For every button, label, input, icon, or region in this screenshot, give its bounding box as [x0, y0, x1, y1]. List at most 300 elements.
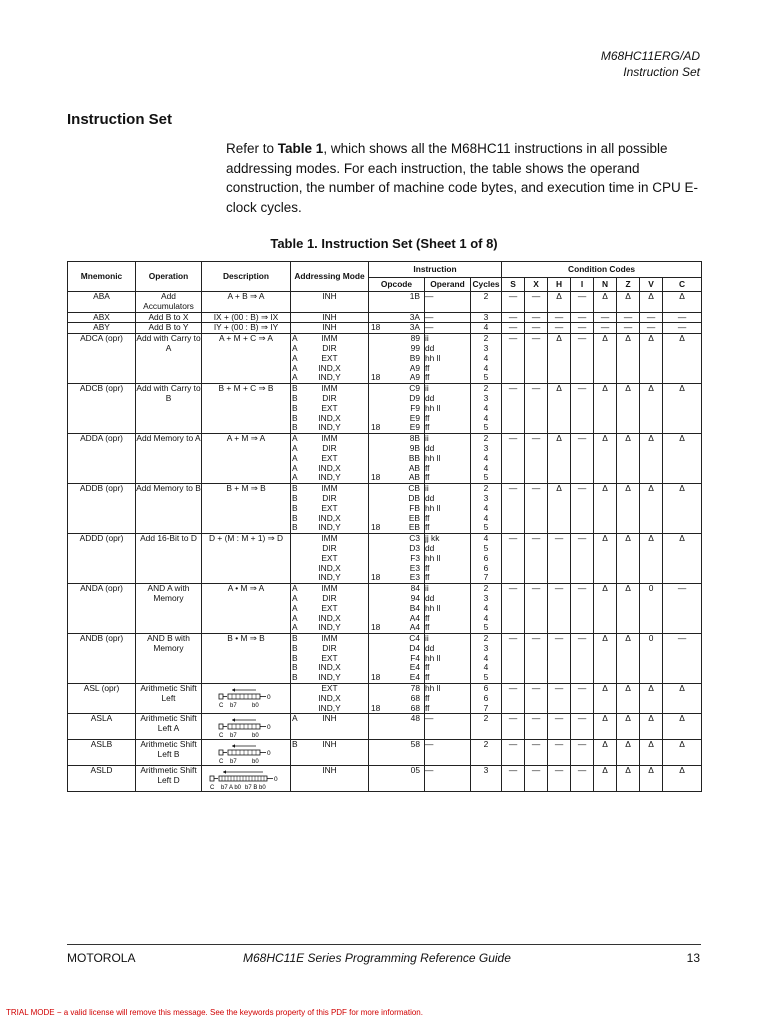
accumulator-cell: B B B B B: [292, 633, 298, 683]
flag-cell-z: Δ: [617, 634, 640, 684]
flag-cell-x: —: [525, 292, 548, 313]
flag-header-n: N: [594, 278, 617, 292]
cycles-cell: 2 3 4 4 5: [483, 433, 489, 483]
flag-cell-z: Δ: [617, 684, 640, 714]
shift-label-msb: b7: [230, 703, 237, 710]
flag-cell-c: Δ: [663, 384, 702, 434]
flag-cell-x: —: [525, 323, 548, 334]
addressing-td: [291, 323, 369, 334]
mnemonic-td: [68, 584, 136, 634]
opcode-td: [369, 634, 425, 684]
operand-cell: —: [425, 765, 434, 776]
flag-header-v: V: [640, 278, 663, 292]
flag-cell-i: —: [571, 434, 594, 484]
flag-cell-n: Δ: [594, 334, 617, 384]
description-cell: A + M + C ⇒ A: [218, 333, 274, 344]
mnemonic-cell: ASL (opr): [83, 683, 120, 694]
flag-cell-x: —: [525, 312, 548, 323]
flag-cell-z: Δ: [617, 766, 640, 792]
flag-cell-n: —: [594, 312, 617, 323]
cycles-cell: 2 3 4 4 5: [483, 333, 489, 383]
flag-cell-z: Δ: [617, 434, 640, 484]
description-cell: IX + (00 : B) ⇒ IX: [213, 311, 279, 322]
accumulator-cell: B B B B B: [292, 483, 298, 533]
shift-label-msb: b7: [230, 759, 237, 766]
flag-cell-v: 0: [640, 634, 663, 684]
operand-cell: —: [425, 739, 434, 750]
mnemonic-cell: ASLD: [90, 765, 113, 776]
accumulator-cell: A A A A A: [292, 333, 298, 383]
shift-label-carry: C: [210, 785, 215, 792]
cycles-td: [471, 684, 502, 714]
operation-cell: Arithmetic Shift Left D: [140, 765, 197, 786]
mnemonic-td: [68, 312, 136, 323]
description-td: [202, 740, 291, 766]
operation-td: [136, 766, 202, 792]
flag-cell-i: —: [571, 292, 594, 313]
flag-cell-h: —: [548, 323, 571, 334]
operation-td: [136, 484, 202, 534]
operation-cell: AND B with Memory: [147, 633, 190, 653]
mnemonic-td: [68, 634, 136, 684]
opcode-td: [369, 740, 425, 766]
flag-cell-h: —: [548, 584, 571, 634]
shift-zero-label: 0: [267, 724, 271, 732]
cycles-td: [471, 484, 502, 534]
operation-td: [136, 292, 202, 313]
col-header-condition-codes: Condition Codes: [502, 262, 702, 278]
opcode-prebyte: 18: [371, 472, 381, 483]
flag-cell-h: —: [548, 740, 571, 766]
table-row: [68, 634, 702, 684]
flag-cell-v: Δ: [640, 684, 663, 714]
mnemonic-td: [68, 434, 136, 484]
intro-table-ref: Table 1: [277, 141, 324, 156]
description-td: [202, 484, 291, 534]
flag-header-s: S: [502, 278, 525, 292]
flag-cell-c: Δ: [663, 714, 702, 740]
operation-cell: Add Memory to A: [136, 433, 201, 444]
mnemonic-cell: ASLA: [90, 713, 113, 724]
flag-cell-h: Δ: [548, 434, 571, 484]
mnemonic-td: [68, 484, 136, 534]
section-title: Instruction Set: [67, 111, 173, 128]
flag-cell-v: Δ: [640, 714, 663, 740]
description-td: [202, 534, 291, 584]
opcode-td: [369, 534, 425, 584]
mnemonic-cell: ADCB (opr): [79, 383, 124, 394]
flag-cell-z: Δ: [617, 334, 640, 384]
description-cell: A • M ⇒ A: [227, 583, 265, 594]
operand-td: [425, 292, 471, 313]
flag-cell-n: Δ: [594, 684, 617, 714]
flag-cell-h: —: [548, 534, 571, 584]
doc-section: Instruction Set: [623, 65, 700, 79]
opcode-prebyte: 18: [371, 322, 381, 333]
flag-cell-i: —: [571, 740, 594, 766]
opcode-cell: 3A: [409, 311, 420, 322]
mnemonic-cell: ANDA (opr): [80, 583, 123, 594]
opcode-td: [369, 714, 425, 740]
flag-cell-v: —: [640, 323, 663, 334]
cycles-td: [471, 312, 502, 323]
mnemonic-td: [68, 534, 136, 584]
flag-cell-v: Δ: [640, 434, 663, 484]
flag-cell-s: —: [502, 334, 525, 384]
flag-cell-s: —: [502, 534, 525, 584]
flag-header-i: I: [571, 278, 594, 292]
table-row: [68, 292, 702, 313]
col-header-opcode: Opcode: [369, 278, 425, 292]
addressing-mode-cell: IMM DIR EXT IND,X IND,Y: [318, 583, 341, 633]
opcode-prebyte: 18: [371, 622, 381, 633]
shift-label-carry: C: [219, 703, 224, 710]
flag-cell-c: Δ: [663, 534, 702, 584]
addressing-td: [291, 740, 369, 766]
flag-cell-n: Δ: [594, 434, 617, 484]
cycles-td: [471, 534, 502, 584]
flag-cell-z: Δ: [617, 714, 640, 740]
footer-brand: MOTOROLA: [67, 951, 136, 965]
cycles-cell: 2: [483, 739, 489, 750]
mnemonic-cell: ASLB: [90, 739, 113, 750]
opcode-td: [369, 292, 425, 313]
mnemonic-cell: ADDB (opr): [79, 483, 124, 494]
description-td: [202, 434, 291, 484]
flag-cell-x: —: [525, 740, 548, 766]
cycles-cell: 3: [483, 311, 489, 322]
col-header-cycles: Cycles: [471, 278, 502, 292]
accumulator-cell: B: [292, 739, 298, 750]
mnemonic-cell: ABY: [93, 322, 110, 333]
cycles-cell: 2 3 4 4 5: [483, 583, 489, 633]
operand-td: [425, 384, 471, 434]
opcode-cell: 48: [410, 713, 420, 724]
flag-cell-c: Δ: [663, 292, 702, 313]
addressing-td: [291, 766, 369, 792]
opcode-td: [369, 684, 425, 714]
flag-cell-i: —: [571, 323, 594, 334]
flag-header-z: Z: [617, 278, 640, 292]
flag-cell-c: Δ: [663, 434, 702, 484]
mnemonic-td: [68, 740, 136, 766]
flag-cell-i: —: [571, 766, 594, 792]
opcode-cell: 89 99 B9 A9 A9: [409, 333, 420, 383]
operand-cell: ii dd hh ll ff ff: [425, 583, 441, 633]
accumulator-cell: A A A A A: [292, 583, 298, 633]
mnemonic-cell: ADDA (opr): [80, 433, 123, 444]
addressing-mode-cell: IMM DIR EXT IND,X IND,Y: [318, 533, 341, 583]
addressing-td: [291, 684, 369, 714]
opcode-cell: 05: [410, 765, 420, 776]
flag-cell-z: Δ: [617, 534, 640, 584]
flag-cell-x: —: [525, 484, 548, 534]
description-cell: IY + (00 : B) ⇒ IY: [213, 322, 279, 333]
cycles-cell: 2 3 4 4 5: [483, 483, 489, 533]
shift-label-lsb: b0: [252, 759, 259, 766]
flag-cell-n: Δ: [594, 766, 617, 792]
flag-cell-s: —: [502, 584, 525, 634]
operation-cell: Arithmetic Shift Left A: [140, 713, 197, 734]
flag-cell-x: —: [525, 434, 548, 484]
operand-td: [425, 434, 471, 484]
flag-cell-i: —: [571, 584, 594, 634]
opcode-cell: 58: [410, 739, 420, 750]
mnemonic-td: [68, 292, 136, 313]
flag-cell-c: Δ: [663, 484, 702, 534]
flag-cell-n: Δ: [594, 534, 617, 584]
opcode-prebyte: 18: [371, 572, 381, 583]
operand-td: [425, 634, 471, 684]
cycles-cell: 4: [483, 322, 489, 333]
addressing-td: [291, 534, 369, 584]
description-td: [202, 334, 291, 384]
description-cell: B + M + C ⇒ B: [218, 383, 274, 394]
operand-td: [425, 323, 471, 334]
flag-cell-i: —: [571, 534, 594, 584]
shift-zero-label: 0: [267, 750, 271, 758]
flag-cell-h: Δ: [548, 384, 571, 434]
operation-td: [136, 714, 202, 740]
flag-cell-s: —: [502, 384, 525, 434]
cycles-td: [471, 434, 502, 484]
operation-td: [136, 434, 202, 484]
flag-cell-v: Δ: [640, 384, 663, 434]
flag-cell-z: Δ: [617, 740, 640, 766]
addressing-td: [291, 334, 369, 384]
flag-cell-s: —: [502, 714, 525, 740]
flag-cell-h: —: [548, 684, 571, 714]
addressing-mode-cell: INH: [322, 322, 337, 333]
description-cell: B • M ⇒ B: [227, 633, 265, 644]
opcode-cell: C9 D9 F9 E9 E9: [409, 383, 420, 433]
operand-cell: ii dd hh ll ff ff: [425, 433, 441, 483]
addressing-mode-cell: INH: [322, 739, 337, 750]
addressing-mode-cell: EXT IND,X IND,Y: [318, 683, 341, 713]
operation-cell: Add B to X: [148, 311, 189, 322]
flag-cell-v: Δ: [640, 484, 663, 534]
operand-cell: —: [425, 322, 434, 333]
operation-td: [136, 634, 202, 684]
flag-cell-s: —: [502, 740, 525, 766]
mnemonic-cell: ABA: [93, 291, 110, 301]
flag-cell-v: Δ: [640, 740, 663, 766]
col-header-operand: Operand: [425, 278, 471, 292]
col-header-description: Description: [202, 262, 291, 292]
table-row: [68, 684, 702, 714]
cycles-td: [471, 634, 502, 684]
addressing-mode-cell: IMM DIR EXT IND,X IND,Y: [318, 483, 341, 533]
flag-cell-s: —: [502, 484, 525, 534]
flag-cell-n: Δ: [594, 292, 617, 313]
operation-td: [136, 384, 202, 434]
opcode-td: [369, 434, 425, 484]
addressing-td: [291, 312, 369, 323]
operation-td: [136, 334, 202, 384]
shift-label-msb: b7: [230, 733, 237, 740]
mnemonic-cell: ABX: [93, 311, 110, 322]
table-row: [68, 584, 702, 634]
flag-cell-c: Δ: [663, 334, 702, 384]
opcode-prebyte: 18: [371, 422, 381, 433]
mnemonic-td: [68, 334, 136, 384]
flag-cell-i: —: [571, 312, 594, 323]
col-header-operation: Operation: [136, 262, 202, 292]
flag-cell-s: —: [502, 684, 525, 714]
flag-cell-s: —: [502, 634, 525, 684]
addressing-mode-cell: IMM DIR EXT IND,X IND,Y: [318, 333, 341, 383]
description-cell: B + M ⇒ B: [226, 483, 266, 494]
flag-cell-h: Δ: [548, 484, 571, 534]
table-row: [68, 334, 702, 384]
cycles-td: [471, 323, 502, 334]
flag-cell-n: Δ: [594, 484, 617, 534]
mnemonic-td: [68, 323, 136, 334]
cycles-td: [471, 714, 502, 740]
addressing-td: [291, 292, 369, 313]
opcode-td: [369, 584, 425, 634]
opcode-cell: 1B: [409, 291, 420, 301]
addressing-mode-cell: INH: [322, 713, 337, 724]
addressing-td: [291, 384, 369, 434]
mnemonic-cell: ANDB (opr): [79, 633, 124, 644]
flag-cell-h: —: [548, 766, 571, 792]
col-header-instruction: Instruction: [369, 262, 502, 278]
addressing-mode-cell: IMM DIR EXT IND,X IND,Y: [318, 383, 341, 433]
flag-cell-z: —: [617, 312, 640, 323]
operand-cell: ii dd hh ll ff ff: [425, 333, 441, 383]
addressing-td: [291, 434, 369, 484]
opcode-prebyte: 18: [371, 372, 381, 383]
operation-cell: Add 16-Bit to D: [140, 533, 197, 544]
cycles-td: [471, 384, 502, 434]
operand-td: [425, 714, 471, 740]
instruction-table: [67, 261, 702, 792]
flag-cell-n: Δ: [594, 384, 617, 434]
footer-title: M68HC11E Series Programming Reference Guide: [243, 951, 511, 965]
cycles-cell: 2 3 4 4 5: [483, 383, 489, 433]
operation-cell: AND A with Memory: [147, 583, 190, 603]
operand-cell: jj kk dd hh ll ff ff: [425, 533, 441, 583]
flag-cell-v: —: [640, 312, 663, 323]
flag-cell-c: —: [663, 323, 702, 334]
flag-cell-h: —: [548, 634, 571, 684]
flag-cell-h: Δ: [548, 334, 571, 384]
flag-cell-h: —: [548, 714, 571, 740]
opcode-td: [369, 312, 425, 323]
cycles-td: [471, 334, 502, 384]
shift-label-carry: C: [219, 733, 224, 740]
operand-td: [425, 484, 471, 534]
mnemonic-td: [68, 766, 136, 792]
operand-cell: —: [425, 713, 434, 724]
flag-cell-v: Δ: [640, 766, 663, 792]
shift-left-diagram: [209, 769, 283, 791]
table-row: [68, 384, 702, 434]
table-row: [68, 434, 702, 484]
mnemonic-td: [68, 384, 136, 434]
flag-cell-n: Δ: [594, 634, 617, 684]
addressing-mode-cell: INH: [322, 765, 337, 776]
instruction-table-body: [68, 292, 702, 792]
opcode-prebyte: 18: [371, 522, 381, 533]
table-caption: Table 1. Instruction Set (Sheet 1 of 8): [270, 236, 498, 251]
operand-cell: ii dd hh ll ff ff: [425, 483, 441, 533]
operation-td: [136, 584, 202, 634]
description-td: [202, 384, 291, 434]
table-row: [68, 766, 702, 792]
description-cell: D + (M : M + 1) ⇒ D: [208, 533, 284, 544]
opcode-cell: 78 68 68: [410, 683, 420, 713]
operation-cell: Add Memory to B: [136, 483, 201, 494]
flag-cell-n: Δ: [594, 740, 617, 766]
opcode-cell: CB DB FB EB EB: [408, 483, 420, 533]
trial-notice: TRIAL MODE − a valid license will remove this message. See the keywords property of this PDF for more information.: [6, 1008, 423, 1017]
shift-zero-label: 0: [274, 776, 278, 784]
flag-cell-s: —: [502, 292, 525, 313]
addressing-td: [291, 484, 369, 534]
addressing-td: [291, 634, 369, 684]
flag-cell-i: —: [571, 714, 594, 740]
shift-label-msb: b7 A b0: [221, 785, 242, 792]
table-row: [68, 534, 702, 584]
opcode-cell: C4 D4 F4 E4 E4: [409, 633, 420, 683]
shift-left-diagram: [218, 717, 274, 739]
flag-cell-n: Δ: [594, 584, 617, 634]
flag-cell-z: Δ: [617, 484, 640, 534]
operation-td: [136, 323, 202, 334]
cycles-cell: 4 5 6 6 7: [483, 533, 489, 583]
flag-cell-s: —: [502, 766, 525, 792]
intro-pre: Refer to: [226, 141, 278, 156]
opcode-td: [369, 334, 425, 384]
shift-zero-label: 0: [267, 694, 271, 702]
operation-td: [136, 312, 202, 323]
page-number: 13: [686, 951, 700, 965]
addressing-td: [291, 714, 369, 740]
flag-cell-n: Δ: [594, 714, 617, 740]
flag-cell-v: 0: [640, 584, 663, 634]
intro-paragraph: [226, 139, 706, 217]
cycles-cell: 2: [483, 713, 489, 724]
operand-cell: ii dd hh ll ff ff: [425, 633, 441, 683]
flag-header-x: X: [525, 278, 548, 292]
col-header-mnemonic: Mnemonic: [68, 262, 136, 292]
operand-td: [425, 740, 471, 766]
operand-td: [425, 684, 471, 714]
addressing-mode-cell: IMM DIR EXT IND,X IND,Y: [318, 433, 341, 483]
shift-label-lsb: b7 B b0: [245, 785, 266, 792]
flag-cell-i: —: [571, 684, 594, 714]
opcode-td: [369, 384, 425, 434]
table-row: [68, 714, 702, 740]
flag-cell-x: —: [525, 684, 548, 714]
opcode-td: [369, 766, 425, 792]
operation-cell: Add with Carry to A: [136, 333, 201, 353]
opcode-cell: 3A: [409, 322, 420, 333]
flag-header-h: H: [548, 278, 571, 292]
table-row: [68, 740, 702, 766]
flag-cell-x: —: [525, 534, 548, 584]
flag-cell-s: —: [502, 434, 525, 484]
flag-cell-v: Δ: [640, 534, 663, 584]
flag-cell-x: —: [525, 634, 548, 684]
operand-td: [425, 584, 471, 634]
flag-cell-i: —: [571, 334, 594, 384]
flag-cell-c: —: [663, 584, 702, 634]
description-td: [202, 766, 291, 792]
opcode-td: [369, 484, 425, 534]
